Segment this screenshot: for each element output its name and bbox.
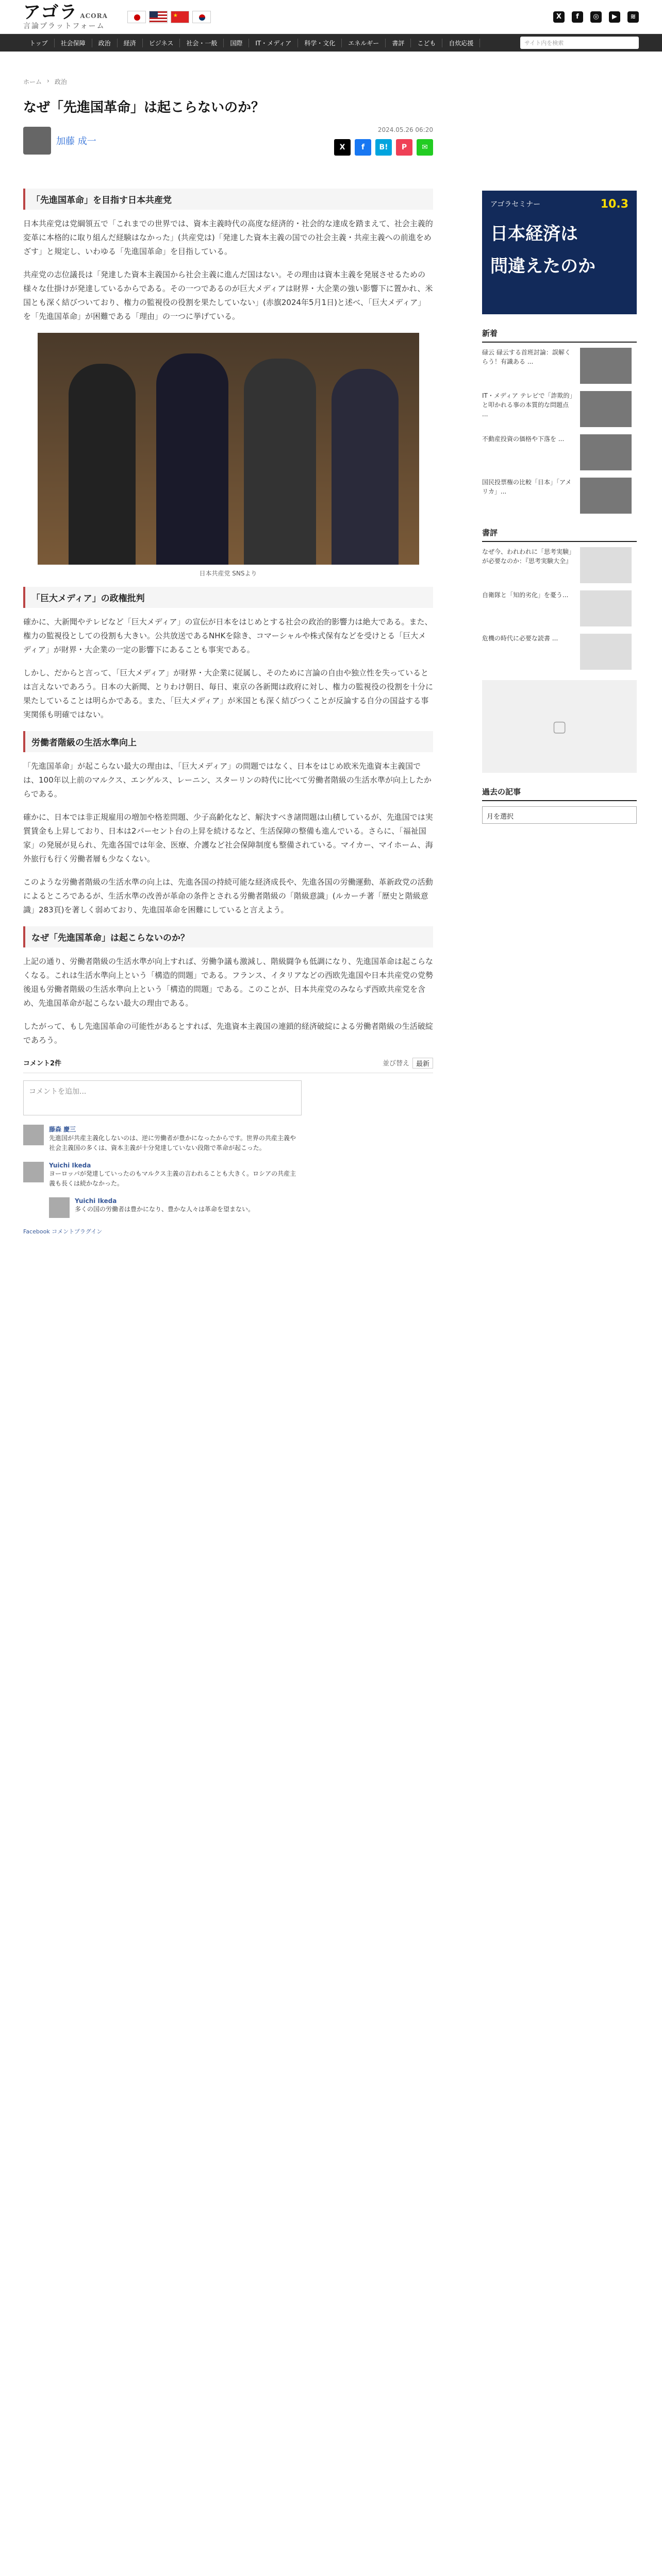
news-thumb: [580, 391, 632, 427]
nav-item[interactable]: 書評: [386, 39, 411, 47]
section-heading: 「巨大メディア」の政権批判: [23, 587, 433, 608]
share-buttons: [334, 139, 433, 156]
news-item[interactable]: [482, 348, 637, 384]
comment-item: [23, 1125, 433, 1153]
book-text: 危機の時代に必要な読書 ...: [482, 635, 558, 642]
news-thumb: [580, 434, 632, 470]
paragraph: 「先進国革命」が起こらない最大の理由は、「巨大メディア」の問題ではなく、日本をはじめ欧米先進資本主義国では、100年以上前のマルクス、エンゲルス、レーニン、スターリンの時代に比べて労働者階級の生活水準が向上したからである。: [23, 761, 432, 799]
site-logo[interactable]: [23, 4, 108, 30]
search-input[interactable]: サイト内を検索: [520, 37, 639, 49]
news-item[interactable]: [482, 434, 637, 470]
instagram-icon[interactable]: ◎: [590, 11, 602, 23]
commenter-name[interactable]: 藤森 慶三: [49, 1126, 76, 1133]
comment-text: ヨーロッパが発達していったのもマルクス主義の言われることも大きく。ロシアの共産主義も長くは続かなかった。: [49, 1170, 296, 1187]
main-nav: [0, 34, 662, 52]
page-title: なぜ「先進国革命」は起こらないのか？: [23, 100, 265, 115]
comments-count: コメント2件: [23, 1060, 62, 1067]
commenter-avatar[interactable]: [49, 1197, 70, 1218]
article-date: 2024.05.26 06:20: [377, 126, 433, 133]
logo-sub: ACORA: [80, 12, 108, 20]
commenter-name[interactable]: Yuichi Ikeda: [75, 1197, 117, 1205]
article-main: [23, 97, 434, 1235]
book-text: なぜ今、われわれに「思考実験」が必要なのか：『思考実験大全』: [482, 548, 575, 565]
comment-input[interactable]: コメントを追加...: [23, 1080, 302, 1115]
facebook-icon[interactable]: f: [572, 11, 583, 23]
book-text: 自衛隊と「知的劣化」を憂う...: [482, 591, 569, 599]
logo-text: アゴラ: [23, 2, 78, 23]
nav-item[interactable]: エネルギー: [342, 39, 386, 47]
section-heading: 「先進国革命」を目指す日本共産党: [23, 189, 433, 210]
share-facebook-button[interactable]: f: [355, 139, 371, 156]
flag-korea-icon[interactable]: [192, 11, 211, 23]
news-text: 不動産投資の価格や下落を ...: [482, 435, 565, 443]
ad-date: 10.3: [600, 198, 628, 211]
site-tagline: 言論プラットフォーム: [23, 22, 105, 30]
seminar-ad[interactable]: [482, 191, 637, 314]
book-thumb: [580, 634, 632, 670]
ad-label: アゴラセミナー: [490, 200, 541, 209]
flag-china-icon[interactable]: ★: [171, 11, 189, 23]
news-thumb: [580, 348, 632, 384]
breadcrumb: [23, 77, 67, 86]
news-thumb: [580, 478, 632, 514]
commenter-name[interactable]: Yuichi Ikeda: [49, 1162, 91, 1170]
share-email-button[interactable]: ✉: [417, 139, 433, 156]
nav-item[interactable]: 国際: [224, 39, 249, 47]
nav-item[interactable]: トップ: [23, 39, 55, 47]
share-hatena-button[interactable]: B!: [375, 139, 392, 156]
ad-title-1: 日本経済は: [490, 224, 578, 244]
news-item[interactable]: [482, 391, 637, 427]
book-thumb: [580, 590, 632, 626]
nav-item[interactable]: 経済: [118, 39, 143, 47]
ad-title-2: 問違えたのか: [490, 256, 595, 277]
paragraph: 共産党の志位議長は「発達した資本主義国から社会主義に進んだ国はない。その理由は資本主義を発展させるための様々な仕掛けが発達しているからである。その一つであるのが巨大メディアは財界・大企業の強い影響下に置かれ、米国とも深く結びついており、権力の監視役の役割を果たしていない」(赤旗2024年5月1日)と述べ、「巨大メディア」を「先進国革命」が困難である「理由」の一つに挙げている。: [23, 270, 433, 321]
flag-japan-icon[interactable]: [127, 11, 146, 23]
nav-item[interactable]: 政治: [92, 39, 118, 47]
comment-reply: [49, 1197, 433, 1218]
facebook-plugin-link[interactable]: Facebook コメントプラグイン: [23, 1228, 103, 1235]
nav-item[interactable]: こども: [411, 39, 442, 47]
share-x-button[interactable]: X: [334, 139, 351, 156]
breadcrumb-category[interactable]: 政治: [54, 78, 67, 86]
flag-us-icon[interactable]: [149, 11, 168, 23]
news-text: 国民投票権の比較「日本」「アメリカ」...: [482, 479, 572, 495]
paragraph: したがって、もし先進国革命の可能性があるとすれば、先進資本主義国の連鎖的経済破綻による労働者階級の生活破綻であろう。: [23, 1022, 433, 1045]
paragraph: 確かに、大新聞やテレビなど「巨大メディア」の宣伝が日本をはじめとする社会の政治的影響力は絶大である。また、権力の監視役としての役割も大きい。公共放送であるNHKを除き、コマーシャルや株式保有などを受けとる「巨大メディア」が財界・大企業の一定の影響下にあることも事実である。: [23, 617, 433, 654]
book-item[interactable]: [482, 547, 637, 583]
nav-item[interactable]: 社会保障: [55, 39, 92, 47]
author-avatar[interactable]: [23, 127, 51, 155]
sidebar: [482, 191, 637, 824]
section-heading: 労働者階級の生活水準向上: [23, 731, 433, 752]
site-header: [0, 0, 662, 34]
paragraph: 確かに、日本では非正規雇用の増加や格差問題、少子高齢化など、解決すべき諸問題は山積しているが、先進国では実質賃金も上昇しており、日本は2パーセント台の上昇を続けるなど、生活保障の整備も進んでいる。さらに、「福祉国家」の発展が見られ、先進各国では年金、医療、介護など社会保障制度も整備されている。マイカー、マイホーム、海外旅行も行く労働者層も少なくない。: [23, 812, 433, 863]
nav-item[interactable]: 社会・一般: [180, 39, 224, 47]
section-heading: なぜ「先進国革命」は起こらないのか？: [23, 926, 433, 947]
photo-caption: 日本共産党 SNSより: [199, 570, 257, 577]
news-heading: 新着: [482, 328, 637, 343]
language-flags: [127, 11, 211, 23]
news-text: IT・メディア テレビで「詐欺的」と叩かれる事の本質的な問題点 ...: [482, 392, 573, 418]
comment-text: 多くの国の労働者は豊かになり、豊かな人々は革命を望まない。: [75, 1206, 255, 1213]
nav-item[interactable]: 科学・文化: [298, 39, 342, 47]
book-item[interactable]: [482, 634, 637, 670]
archive-select[interactable]: 月を選択: [482, 806, 637, 824]
image-placeholder-icon: ▢: [482, 680, 637, 773]
share-pocket-button[interactable]: P: [396, 139, 412, 156]
youtube-icon[interactable]: ▶: [609, 11, 620, 23]
comment-item: [23, 1162, 433, 1188]
news-item[interactable]: [482, 478, 637, 514]
nav-item[interactable]: 自炊応援: [442, 39, 480, 47]
book-thumb: [580, 547, 632, 583]
comments-section: [23, 1058, 433, 1235]
paragraph: しかし、だからと言って、「巨大メディア」が財界・大企業に従属し、そのために言論の自由や独立性を失っているとは言えないであろう。日本の大新聞、とりわけ朝日、毎日、東京の各新聞は政府に対し、権力の監視役の役割を十分に果たしていることは明らかである。また、「巨大メディア」が米国とも深く結びつくことが反論する自分の国益する事実関係も明確ではない。: [23, 668, 434, 719]
comment-text: 先進国が共産主義化しないのは、逆に労働者が豊かになったからです。世界の共産主義や社会主義国の多くは、資本主義が十分発達していない段階で革命が起こった。: [49, 1134, 296, 1151]
archive-heading: 過去の記事: [482, 786, 637, 801]
books-heading: 書評: [482, 527, 637, 542]
nav-item[interactable]: IT・メディア: [249, 39, 298, 47]
breadcrumb-separator: ›: [47, 77, 49, 84]
sort-select[interactable]: 最新: [412, 1058, 433, 1069]
article-photo: [38, 333, 419, 565]
author-name[interactable]: 加藤 成一: [56, 136, 96, 147]
book-item[interactable]: [482, 590, 637, 626]
breadcrumb-home[interactable]: ホーム: [23, 78, 42, 86]
sort-label: 並び替え: [382, 1060, 409, 1067]
commenter-avatar[interactable]: [23, 1162, 44, 1182]
paragraph: このような労働者階級の生活水準の向上は、先進各国の持続可能な経済成長や、先進各国の労働運動、革新政党の活動によるところであるが、生活水準の改善が革命の条件とされる労働者階級の「階級意識」(ルカーチ著「歴史と階級意識」283頁)を著しく弱めており、先進国革命を困難にしていると言えよう。: [23, 877, 433, 914]
paragraph: 上記の通り、労働者階級の生活水準が向上すれば、労働争議も激減し、階級闘争も低調になり、先進国革命は起こらなくなる。これは生活水準向上という「構造的問題」である。フランス、イタリアなどの西欧先進国や日本共産党の党勢後退も労働者階級の生活水準向上という「構造的問題」である。このことが、日本共産党のみならず西欧共産党を含め、先進国革命が起こらない最大の理由である。: [23, 957, 434, 1008]
rss-icon[interactable]: ≋: [627, 11, 639, 23]
x-icon[interactable]: X: [553, 11, 565, 23]
paragraph: 日本共産党は党綱領五で「これまでの世界では、資本主義時代の高度な経済的・社会的な達成を踏まえて、社会主義的変革に本格的に取り組んだ経験はなかった」(共産党は)「発達した資本主義の国での社会主義・共産主義への前進をめざす」と規定し、いわゆる「先進国革命」を目指している。: [23, 219, 433, 256]
nav-item[interactable]: ビジネス: [143, 39, 180, 47]
commenter-avatar[interactable]: [23, 1125, 44, 1145]
news-text: 碌云 碌云する首班討論：誤解くらう！有識ある ...: [482, 349, 571, 365]
article-body: [23, 179, 433, 1235]
